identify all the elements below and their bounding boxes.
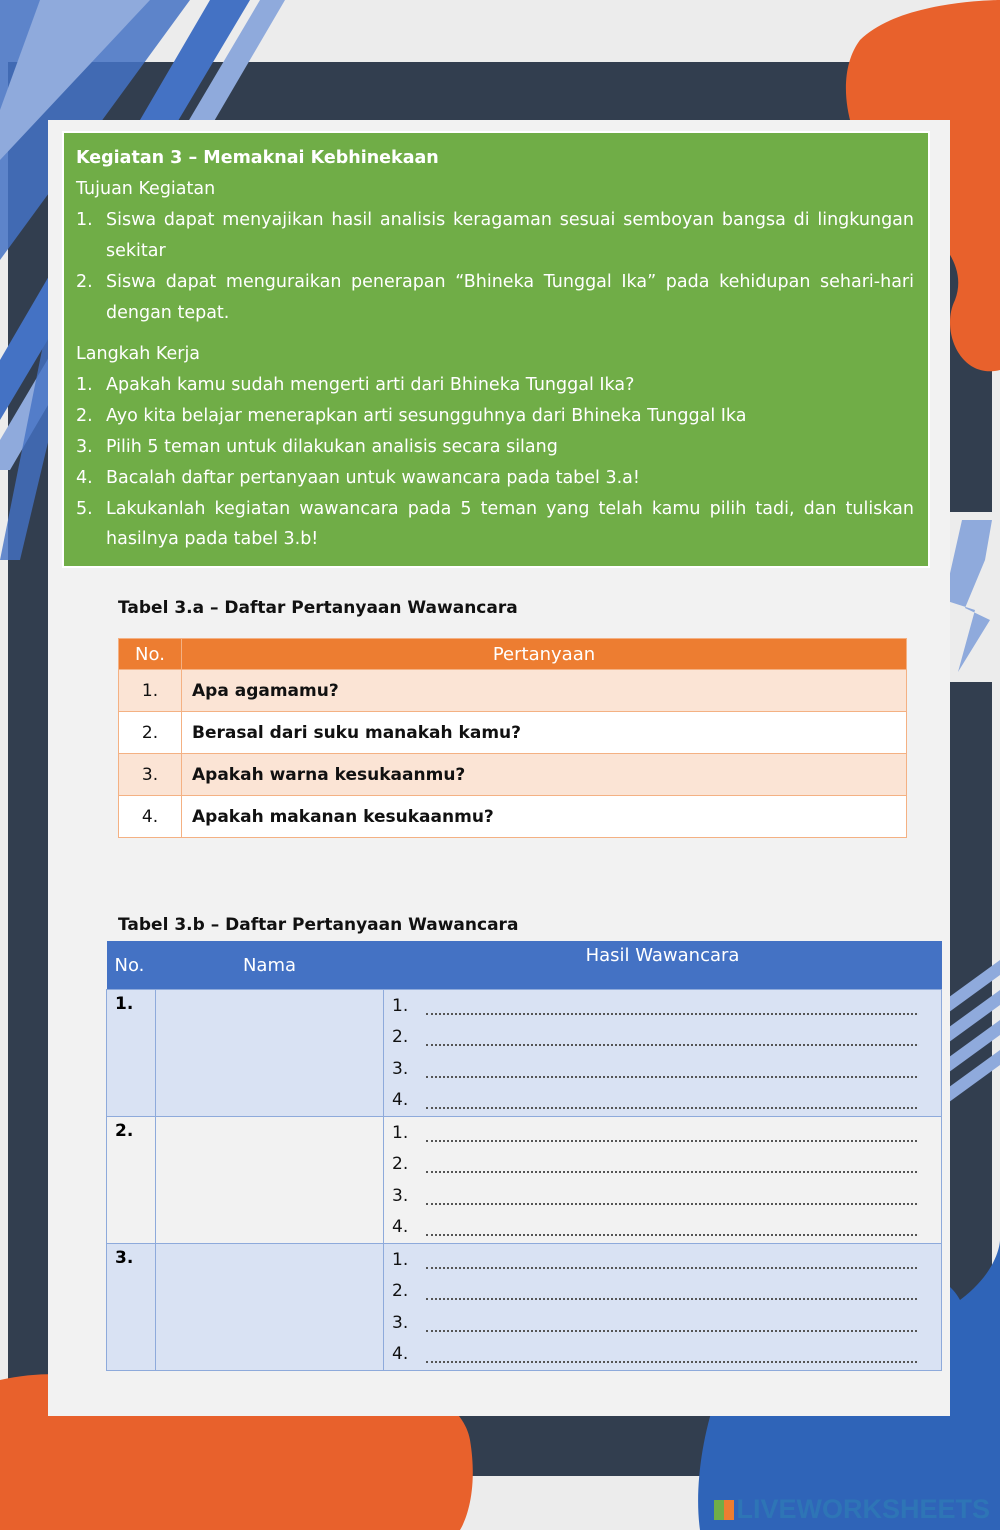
table-a-header-no: No. <box>119 639 182 670</box>
answer-line[interactable]: 1. <box>392 1117 917 1149</box>
answer-line[interactable]: 4. <box>392 1339 917 1371</box>
answer-line[interactable]: 1. <box>392 1244 917 1276</box>
answer-line[interactable]: 1. <box>392 990 917 1022</box>
answer-line[interactable]: 2. <box>392 1149 917 1181</box>
answer-line[interactable]: 4. <box>392 1085 917 1117</box>
steps-list <box>76 370 914 554</box>
logo-cube-icon <box>714 1500 734 1520</box>
table-row: 3. 1. 2. 3. 4. <box>107 1244 942 1371</box>
name-input[interactable] <box>156 1244 384 1371</box>
answer-line[interactable]: 2. <box>392 1276 917 1308</box>
goal-item: 1. Siswa dapat menyajikan hasil analisis keragaman sesuai semboyan bangsa di lingkungan sekitar <box>76 210 914 261</box>
goal-list <box>76 205 914 329</box>
table-row: 3. Apakah warna kesukaanmu? <box>119 754 907 796</box>
table-b-header-result: Hasil Wawancara <box>384 941 942 990</box>
name-input[interactable] <box>156 990 384 1117</box>
table-b-header-name: Nama <box>156 941 384 990</box>
table-a-title: Tabel 3.a – Daftar Pertanyaan Wawancara <box>118 598 518 618</box>
table-row: 1. Apa agamamu? <box>119 670 907 712</box>
table-b <box>106 941 942 1371</box>
step-item: 3. Pilih 5 teman untuk dilakukan analisis secara silang <box>76 437 558 457</box>
table-a-header-question: Pertanyaan <box>182 639 907 670</box>
step-item: 5. Lakukanlah kegiatan wawancara pada 5 teman yang telah kamu pilih tadi, dan tuliskan hasilnya pada tabel 3.b! <box>76 499 914 549</box>
answer-line[interactable]: 4. <box>392 1212 917 1244</box>
goal-heading: Tujuan Kegiatan <box>76 179 216 199</box>
table-a <box>118 638 907 838</box>
name-input[interactable] <box>156 1117 384 1244</box>
table-row: 4. Apakah makanan kesukaanmu? <box>119 796 907 838</box>
table-row: 2. 1. 2. 3. 4. <box>107 1117 942 1244</box>
goal-item: 2. Siswa dapat menguraikan penerapan “Bhineka Tunggal Ika” pada kehidupan sehari-hari dengan tepat. <box>76 272 914 323</box>
table-row: 2. Berasal dari suku manakah kamu? <box>119 712 907 754</box>
steps-heading: Langkah Kerja <box>76 344 201 364</box>
activity-box <box>62 131 930 568</box>
table-b-header-no: No. <box>107 941 156 990</box>
answer-line[interactable]: 2. <box>392 1022 917 1054</box>
table-row: 1. 1. 2. 3. 4. <box>107 990 942 1117</box>
step-item: 2. Ayo kita belajar menerapkan arti sesungguhnya dari Bhineka Tunggal Ika <box>76 406 747 426</box>
activity-title: Kegiatan 3 – Memaknai Kebhinekaan <box>76 148 439 168</box>
answer-line[interactable]: 3. <box>392 1053 917 1085</box>
step-item: 1. Apakah kamu sudah mengerti arti dari Bhineka Tunggal Ika? <box>76 375 635 395</box>
answer-line[interactable]: 3. <box>392 1307 917 1339</box>
table-b-title: Tabel 3.b – Daftar Pertanyaan Wawancara <box>118 915 519 935</box>
answer-line[interactable]: 3. <box>392 1180 917 1212</box>
step-item: 4. Bacalah daftar pertanyaan untuk wawancara pada tabel 3.a! <box>76 468 640 488</box>
liveworksheets-logo[interactable]: LIVEWORKSHEETS <box>714 1494 990 1525</box>
